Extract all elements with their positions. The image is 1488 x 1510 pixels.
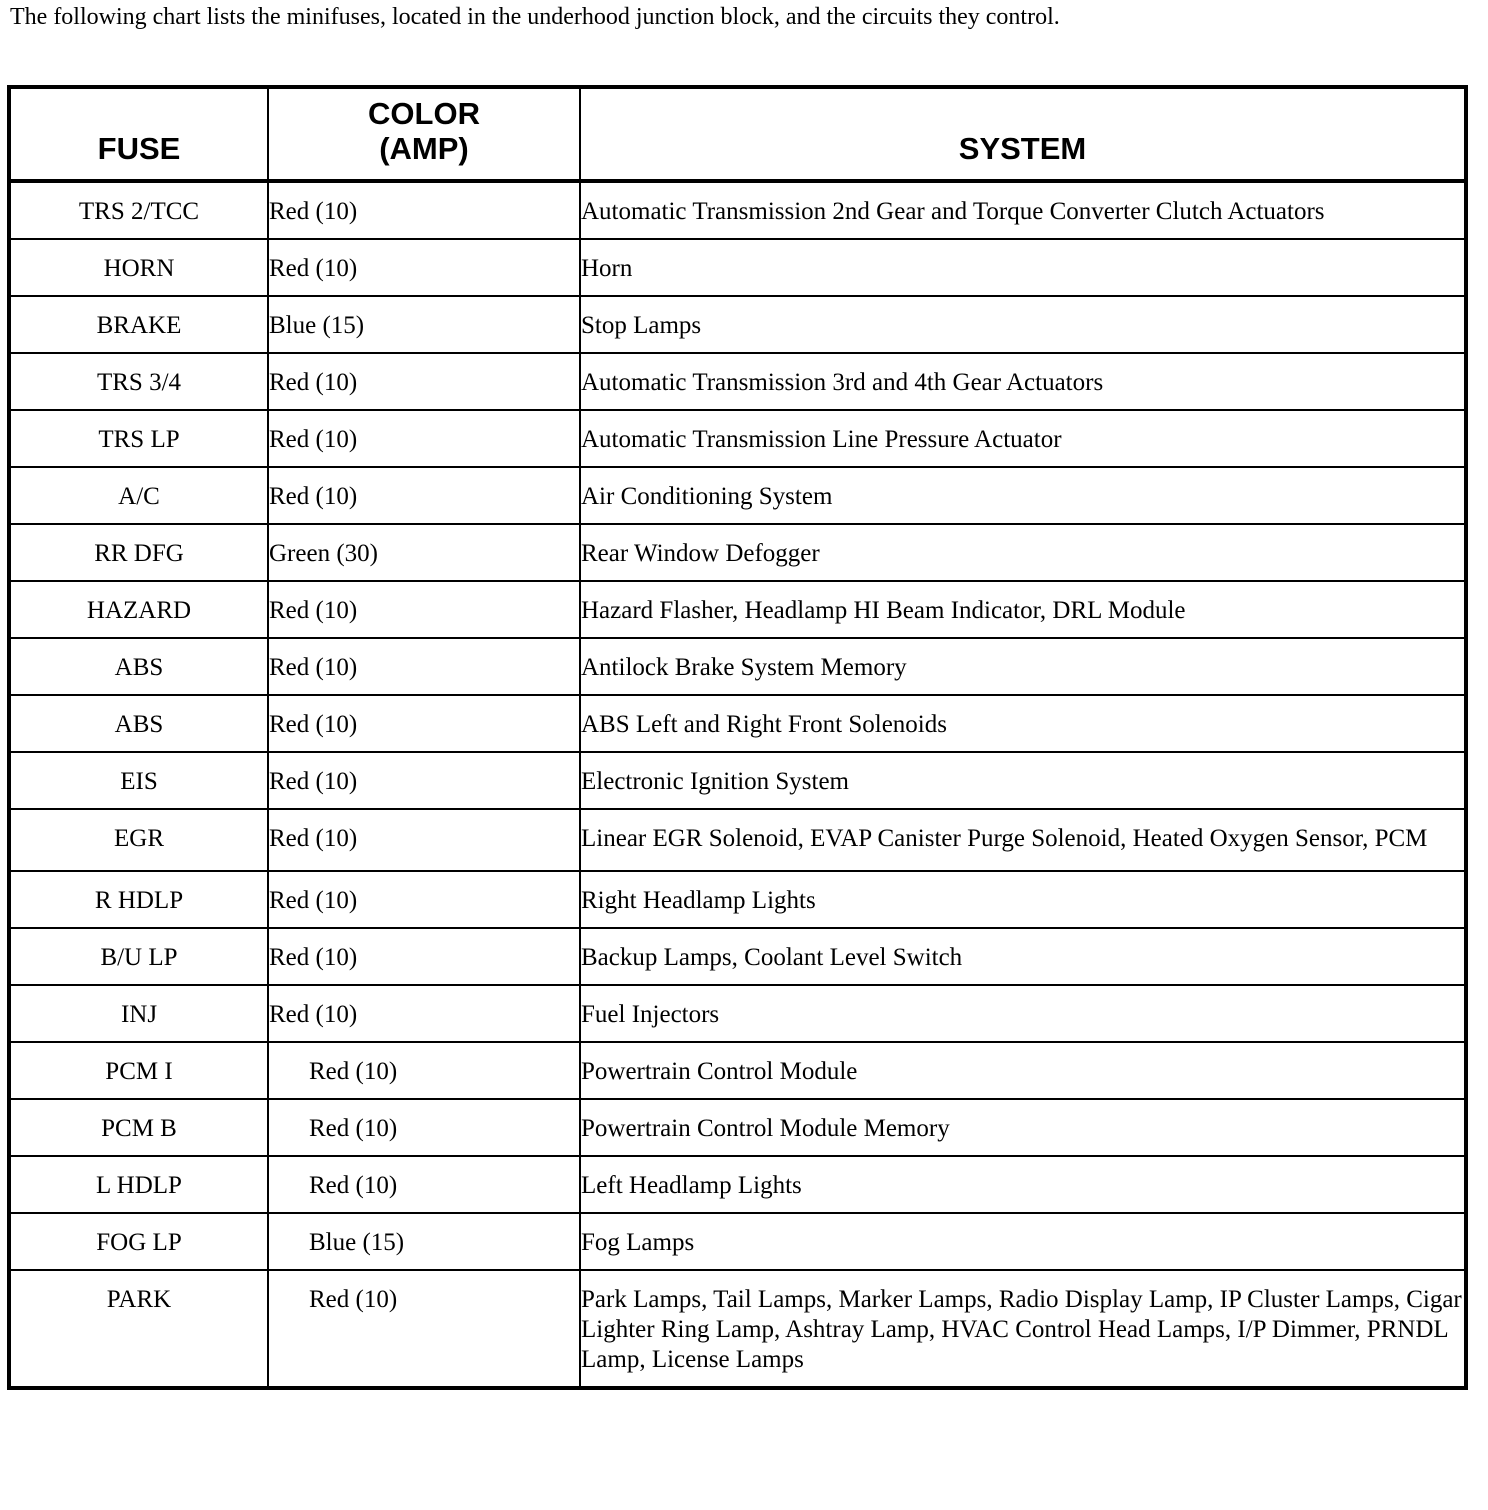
system-cell: Backup Lamps, Coolant Level Switch xyxy=(580,928,1466,985)
system-cell: Left Headlamp Lights xyxy=(580,1156,1466,1213)
fuse-cell: EIS xyxy=(9,752,268,809)
table-row xyxy=(9,1270,1466,1388)
header-color-amp xyxy=(268,87,580,181)
table-row xyxy=(9,1213,1466,1270)
color-cell: Red (10) xyxy=(268,928,580,985)
table-row xyxy=(9,809,1466,871)
fuse-cell: HORN xyxy=(9,239,268,296)
system-cell: Fuel Injectors xyxy=(580,985,1466,1042)
table-row xyxy=(9,410,1466,467)
color-cell: Red (10) xyxy=(268,1042,580,1099)
fuse-cell: L HDLP xyxy=(9,1156,268,1213)
fuse-cell: TRS 3/4 xyxy=(9,353,268,410)
system-cell: Rear Window Defogger xyxy=(580,524,1466,581)
table-row xyxy=(9,1156,1466,1213)
table-row xyxy=(9,239,1466,296)
system-cell: Stop Lamps xyxy=(580,296,1466,353)
color-cell: Red (10) xyxy=(268,695,580,752)
table-row xyxy=(9,638,1466,695)
header-amp: (AMP) xyxy=(379,131,469,166)
fuse-cell: EGR xyxy=(9,809,268,871)
system-cell: Antilock Brake System Memory xyxy=(580,638,1466,695)
system-cell: Powertrain Control Module xyxy=(580,1042,1466,1099)
fuse-cell: PARK xyxy=(9,1270,268,1388)
table-row xyxy=(9,928,1466,985)
table-row xyxy=(9,581,1466,638)
table-row xyxy=(9,1042,1466,1099)
color-cell: Red (10) xyxy=(268,410,580,467)
fuse-cell: PCM I xyxy=(9,1042,268,1099)
color-cell: Blue (15) xyxy=(268,1213,580,1270)
system-cell: Automatic Transmission 3rd and 4th Gear Actuators xyxy=(580,353,1466,410)
fuse-cell: A/C xyxy=(9,467,268,524)
table-row xyxy=(9,871,1466,928)
color-cell: Red (10) xyxy=(268,1270,580,1388)
fuse-cell: ABS xyxy=(9,638,268,695)
fuse-cell: INJ xyxy=(9,985,268,1042)
color-cell: Red (10) xyxy=(268,752,580,809)
table-row xyxy=(9,524,1466,581)
color-cell: Red (10) xyxy=(268,181,580,239)
table-row xyxy=(9,985,1466,1042)
table-row xyxy=(9,467,1466,524)
system-cell: Hazard Flasher, Headlamp HI Beam Indicator, DRL Module xyxy=(580,581,1466,638)
table-row xyxy=(9,695,1466,752)
system-cell: Automatic Transmission 2nd Gear and Torque Converter Clutch Actuators xyxy=(580,181,1466,239)
fuse-cell: R HDLP xyxy=(9,871,268,928)
color-cell: Red (10) xyxy=(268,638,580,695)
fuse-cell: PCM B xyxy=(9,1099,268,1156)
fuse-cell: RR DFG xyxy=(9,524,268,581)
color-cell: Red (10) xyxy=(268,581,580,638)
system-cell: Powertrain Control Module Memory xyxy=(580,1099,1466,1156)
color-cell: Red (10) xyxy=(268,809,580,871)
header-fuse: FUSE xyxy=(9,87,268,181)
system-cell: Right Headlamp Lights xyxy=(580,871,1466,928)
fuse-cell: BRAKE xyxy=(9,296,268,353)
fuse-cell: HAZARD xyxy=(9,581,268,638)
color-cell: Red (10) xyxy=(268,467,580,524)
header-row xyxy=(9,87,1466,181)
intro-text: The following chart lists the minifuses, located in the underhood junction block, and the circuits they control. xyxy=(10,4,1060,30)
system-cell: Air Conditioning System xyxy=(580,467,1466,524)
color-cell: Red (10) xyxy=(268,871,580,928)
system-cell: Park Lamps, Tail Lamps, Marker Lamps, Radio Display Lamp, IP Cluster Lamps, Cigar Lighter Ring Lamp, Ashtray Lamp, HVAC Control Head Lamps, I/P Dimmer, PRNDL Lamp, License Lamps xyxy=(580,1270,1466,1388)
table-row xyxy=(9,752,1466,809)
fuse-cell: ABS xyxy=(9,695,268,752)
minifuse-table xyxy=(7,85,1468,1390)
system-cell: Horn xyxy=(580,239,1466,296)
fuse-cell: TRS LP xyxy=(9,410,268,467)
color-cell: Red (10) xyxy=(268,1099,580,1156)
header-color: COLOR xyxy=(368,96,480,131)
system-cell: Fog Lamps xyxy=(580,1213,1466,1270)
table-row xyxy=(9,181,1466,239)
color-cell: Green (30) xyxy=(268,524,580,581)
system-cell: Electronic Ignition System xyxy=(580,752,1466,809)
table-row xyxy=(9,1099,1466,1156)
color-cell: Red (10) xyxy=(268,985,580,1042)
table-row xyxy=(9,296,1466,353)
fuse-cell: FOG LP xyxy=(9,1213,268,1270)
color-cell: Red (10) xyxy=(268,1156,580,1213)
color-cell: Red (10) xyxy=(268,353,580,410)
system-cell: Linear EGR Solenoid, EVAP Canister Purge Solenoid, Heated Oxygen Sensor, PCM xyxy=(580,809,1466,871)
color-cell: Red (10) xyxy=(268,239,580,296)
system-cell: Automatic Transmission Line Pressure Actuator xyxy=(580,410,1466,467)
color-cell: Blue (15) xyxy=(268,296,580,353)
system-cell: ABS Left and Right Front Solenoids xyxy=(580,695,1466,752)
table-row xyxy=(9,353,1466,410)
header-system: SYSTEM xyxy=(580,87,1466,181)
fuse-cell: B/U LP xyxy=(9,928,268,985)
fuse-cell: TRS 2/TCC xyxy=(9,181,268,239)
